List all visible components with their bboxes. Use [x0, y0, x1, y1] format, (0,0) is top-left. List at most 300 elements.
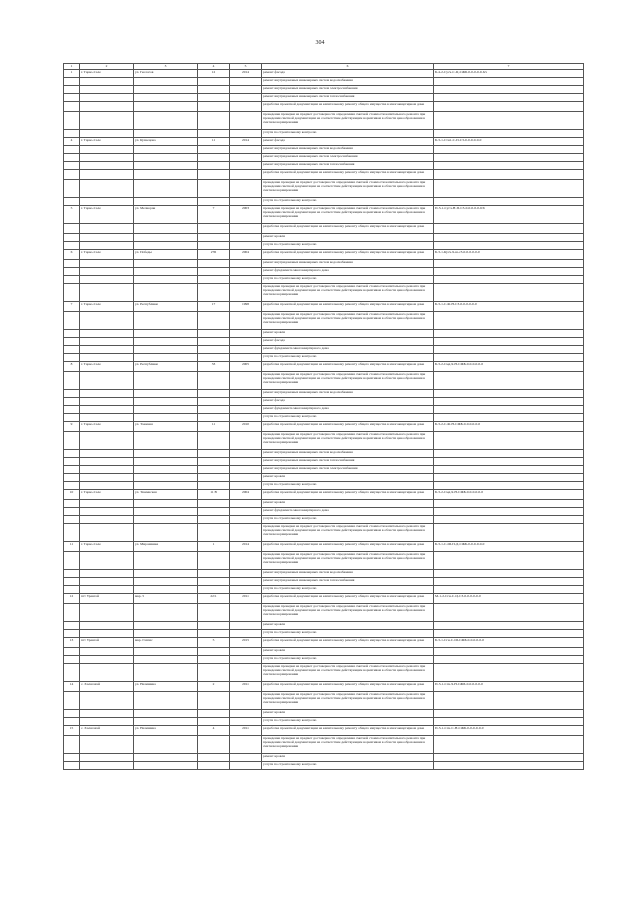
cell-street: [134, 406, 198, 414]
cell-street: [134, 154, 198, 162]
cell-street: [134, 354, 198, 362]
cell-house: [198, 234, 230, 242]
cell-year: [230, 330, 262, 338]
cell-street: [134, 524, 198, 542]
cell-year: [230, 524, 262, 542]
cell-year: [230, 354, 262, 362]
cell-year: 2004: [230, 250, 262, 260]
cell-house: [198, 180, 230, 198]
cell-locality: [80, 242, 134, 250]
cell-house: [198, 130, 230, 138]
cell-work-type: услуги по строительному контролю: [262, 762, 434, 770]
cell-locality: [80, 198, 134, 206]
cell-street: [134, 648, 198, 656]
cell-year: [230, 234, 262, 242]
cell-house: [198, 736, 230, 754]
cell-street: [134, 330, 198, 338]
cell-street: ул. Геологов: [134, 70, 198, 78]
cell-house: [198, 474, 230, 482]
cell-code: [434, 398, 584, 406]
cell-year: 1998: [230, 302, 262, 312]
table-row: [64, 604, 584, 622]
cell-code: [434, 656, 584, 664]
table-row: [64, 466, 584, 474]
cell-number: 9: [64, 422, 80, 432]
cell-locality: [80, 508, 134, 516]
cell-code: [434, 146, 584, 154]
cell-code: П-3-1-Сгн-С-Н-СЖБ-0-0-0-0-0-0: [434, 726, 584, 736]
cell-house: [198, 450, 230, 458]
cell-year: 2015: [230, 638, 262, 648]
cell-number: [64, 234, 80, 242]
cell-year: [230, 474, 262, 482]
cell-work-type: разработка проектной документации на капитальному ремонту общего имущества в многоквартирном доме: [262, 490, 434, 500]
cell-number: [64, 354, 80, 362]
cell-street: [134, 474, 198, 482]
cell-house: 27Б: [198, 250, 230, 260]
cell-number: [64, 648, 80, 656]
cell-number: [64, 102, 80, 112]
cell-year: [230, 198, 262, 206]
cell-house: [198, 276, 230, 284]
cell-locality: г. Тарко-Сале: [80, 138, 134, 146]
cell-work-type: проведение проверки на предмет достоверности определения сметной стоимости капитального ремонта при проведении сметной документации на соответствие действующим нормативам в области ценообразования в сметном нормировании: [262, 284, 434, 302]
table-row: [64, 578, 584, 586]
registry-body: [64, 64, 584, 770]
cell-code: [434, 718, 584, 726]
cell-house: [198, 524, 230, 542]
cell-number: [64, 406, 80, 414]
cell-street: [134, 622, 198, 630]
cell-house: [198, 508, 230, 516]
cell-house: 11 В: [198, 490, 230, 500]
cell-locality: [80, 578, 134, 586]
cell-work-type: ремонт внутридомовых инженерных систем теплоснабжения: [262, 578, 434, 586]
cell-street: [134, 284, 198, 302]
cell-year: [230, 570, 262, 578]
table-row: [64, 594, 584, 604]
cell-number: [64, 432, 80, 450]
cell-house: [198, 622, 230, 630]
cell-work-type: ремонт фасада: [262, 398, 434, 406]
cell-code: [434, 508, 584, 516]
cell-number: 12: [64, 594, 80, 604]
cell-locality: [80, 180, 134, 198]
cell-number: [64, 604, 80, 622]
cell-work-type: разработка проектной документации на капитальному ремонту общего имущества в многоквартирном доме: [262, 638, 434, 648]
cell-code: Б-3-1-С-Ф-Н-С3-0-0-0-0-0-0: [434, 302, 584, 312]
cell-number: [64, 474, 80, 482]
cell-code: [434, 736, 584, 754]
cell-house: [198, 170, 230, 180]
cell-work-type: ремонт внутридомовых инженерных систем теплоснабжения: [262, 458, 434, 466]
cell-code: [434, 482, 584, 490]
cell-code: [434, 372, 584, 390]
cell-work-type: ремонт фундамента многоквартирного дома: [262, 268, 434, 276]
cell-work-type: услуги по строительному контролю: [262, 516, 434, 524]
cell-house: [198, 406, 230, 414]
table-row: [64, 154, 584, 162]
cell-code: [434, 354, 584, 362]
cell-street: [134, 508, 198, 516]
table-row: [64, 622, 584, 630]
cell-year: [230, 630, 262, 638]
cell-house: 2: [198, 682, 230, 692]
cell-year: 2014: [230, 542, 262, 552]
table-row: [64, 552, 584, 570]
cell-street: [134, 710, 198, 718]
cell-street: [134, 260, 198, 268]
table-row: [64, 362, 584, 372]
column-header: 2: [80, 64, 134, 70]
cell-year: [230, 284, 262, 302]
cell-street: ул. Таежная: [134, 422, 198, 432]
table-row: [64, 372, 584, 390]
cell-work-type: разработка проектной документации на капитальному ремонту общего имущества в многоквартирном доме: [262, 682, 434, 692]
cell-work-type: разработка проектной документации на капитальному ремонту общего имущества в многоквартирном доме: [262, 250, 434, 260]
cell-street: [134, 762, 198, 770]
cell-work-type: услуги по строительному контролю: [262, 276, 434, 284]
cell-work-type: разработка проектной документации на капитальному ремонту общего имущества в многоквартирном доме: [262, 102, 434, 112]
cell-street: ул. Республики: [134, 362, 198, 372]
cell-locality: [80, 630, 134, 638]
cell-house: 12: [198, 70, 230, 78]
cell-code: [434, 284, 584, 302]
cell-year: [230, 692, 262, 710]
cell-house: [198, 754, 230, 762]
cell-street: [134, 268, 198, 276]
cell-work-type: проведение проверки на предмет достоверности определения сметной стоимости капитального ремонта при проведении сметной документации на соответствие действующим нормативам в области ценообразования в сметном нормировании: [262, 432, 434, 450]
cell-work-type: ремонт фундамента многоквартирного дома: [262, 508, 434, 516]
cell-house: [198, 710, 230, 718]
cell-number: [64, 570, 80, 578]
table-row: [64, 138, 584, 146]
cell-work-type: ремонт кровли: [262, 474, 434, 482]
cell-street: ул. Мелиораи: [134, 206, 198, 224]
cell-locality: [80, 78, 134, 86]
cell-house: [198, 482, 230, 490]
cell-house: [198, 414, 230, 422]
cell-number: [64, 162, 80, 170]
cell-work-type: разработка проектной документации на капитальному ремонту общего имущества в многоквартирном доме: [262, 362, 434, 372]
cell-year: [230, 112, 262, 130]
cell-street: [134, 146, 198, 154]
cell-house: [198, 762, 230, 770]
cell-street: [134, 198, 198, 206]
cell-locality: [80, 338, 134, 346]
cell-number: [64, 500, 80, 508]
cell-locality: [80, 656, 134, 664]
cell-locality: [80, 762, 134, 770]
cell-work-type: разработка проектной документации на капитальному ремонту общего имущества в многоквартирном доме: [262, 542, 434, 552]
cell-year: [230, 372, 262, 390]
cell-code: [434, 406, 584, 414]
cell-code: [434, 198, 584, 206]
cell-code: [434, 170, 584, 180]
cell-number: [64, 112, 80, 130]
cell-house: [198, 604, 230, 622]
table-row: [64, 338, 584, 346]
cell-year: [230, 648, 262, 656]
cell-street: ул. Нелишина: [134, 682, 198, 692]
cell-house: [198, 578, 230, 586]
cell-street: [134, 516, 198, 524]
cell-code: [434, 162, 584, 170]
cell-house: [198, 330, 230, 338]
cell-year: [230, 578, 262, 586]
cell-number: [64, 86, 80, 94]
cell-year: [230, 260, 262, 268]
cell-work-type: ремонт внутридомовых инженерных систем водоснабжения: [262, 390, 434, 398]
cell-number: 1: [64, 70, 80, 78]
cell-house: [198, 516, 230, 524]
cell-work-type: разработка проектной документации на капитальному ремонту общего имущества в многоквартирном доме: [262, 302, 434, 312]
cell-work-type: ремонт фундамента многоквартирного дома: [262, 346, 434, 354]
table-row: [64, 586, 584, 594]
table-row: [64, 692, 584, 710]
cell-street: [134, 754, 198, 762]
cell-street: мкр. 5: [134, 594, 198, 604]
cell-street: [134, 578, 198, 586]
cell-work-type: разработка проектной документации на капитальному ремонту общего имущества в многоквартирном доме: [262, 594, 434, 604]
cell-number: [64, 586, 80, 594]
table-row: [64, 406, 584, 414]
cell-year: [230, 224, 262, 234]
table-row: [64, 474, 584, 482]
table-row: [64, 710, 584, 718]
table-row: [64, 718, 584, 726]
cell-number: [64, 170, 80, 180]
cell-work-type: услуги по строительному контролю: [262, 656, 434, 664]
cell-code: [434, 224, 584, 234]
cell-year: [230, 338, 262, 346]
cell-locality: [80, 154, 134, 162]
table-row: [64, 250, 584, 260]
cell-locality: [80, 718, 134, 726]
column-header: 7: [434, 64, 584, 70]
table-row: [64, 682, 584, 692]
table-row: [64, 542, 584, 552]
cell-number: 15: [64, 726, 80, 736]
cell-year: 2011: [230, 726, 262, 736]
cell-code: П-3-1-Сгн-9-Н-СЖБ-0-0-0-0-0-0: [434, 682, 584, 692]
table-row: [64, 86, 584, 94]
cell-number: [64, 284, 80, 302]
cell-year: 2003: [230, 206, 262, 224]
cell-work-type: проведение проверки на предмет достоверности определения сметной стоимости капитального ремонта при проведении сметной документации на соответствие действующим нормативам в области ценообразования в сметном нормировании: [262, 112, 434, 130]
cell-number: 13: [64, 638, 80, 648]
cell-street: [134, 736, 198, 754]
cell-house: 33: [198, 362, 230, 372]
cell-year: [230, 718, 262, 726]
table-row: [64, 162, 584, 170]
cell-locality: с. Халясавэй: [80, 726, 134, 736]
cell-locality: [80, 552, 134, 570]
cell-street: [134, 130, 198, 138]
cell-number: [64, 754, 80, 762]
cell-house: 11: [198, 422, 230, 432]
cell-code: [434, 458, 584, 466]
cell-street: [134, 86, 198, 94]
cell-house: 7: [198, 206, 230, 224]
cell-locality: [80, 330, 134, 338]
cell-code: [434, 94, 584, 102]
cell-street: [134, 500, 198, 508]
cell-locality: [80, 234, 134, 242]
cell-locality: г. Тарко-Сале: [80, 542, 134, 552]
cell-street: [134, 180, 198, 198]
cell-locality: [80, 260, 134, 268]
cell-locality: [80, 170, 134, 180]
cell-code: М-1-2-Сгн-С-Ц-С3-0-0-0-0-0-0: [434, 594, 584, 604]
cell-house: [198, 398, 230, 406]
cell-house: [198, 458, 230, 466]
cell-code: [434, 338, 584, 346]
cell-locality: [80, 516, 134, 524]
table-row: [64, 508, 584, 516]
cell-street: [134, 78, 198, 86]
cell-work-type: ремонт кровли: [262, 622, 434, 630]
cell-work-type: проведение проверки на предмет достоверности определения сметной стоимости капитального ремонта при проведении сметной документации на соответствие действующим нормативам в области ценообразования в сметном нормировании: [262, 552, 434, 570]
cell-locality: [80, 458, 134, 466]
table-row: [64, 70, 584, 78]
cell-house: [198, 94, 230, 102]
cell-number: [64, 94, 80, 102]
cell-locality: [80, 94, 134, 102]
cell-number: [64, 180, 80, 198]
cell-work-type: ремонт внутридомовых инженерных систем водоснабжения: [262, 570, 434, 578]
cell-locality: [80, 354, 134, 362]
cell-year: [230, 508, 262, 516]
cell-number: [64, 458, 80, 466]
cell-code: [434, 414, 584, 422]
table-row: [64, 354, 584, 362]
cell-locality: [80, 500, 134, 508]
cell-locality: [80, 130, 134, 138]
cell-locality: [80, 414, 134, 422]
cell-street: [134, 398, 198, 406]
cell-code: Б-3-2-С-Ф-Н-СЖБ-0-0-0-0-0-0: [434, 422, 584, 432]
cell-year: [230, 154, 262, 162]
cell-street: [134, 102, 198, 112]
cell-number: [64, 268, 80, 276]
cell-street: ул. Тюменская: [134, 490, 198, 500]
table-row: [64, 94, 584, 102]
cell-work-type: ремонт внутридомовых инженерных систем водоснабжения: [262, 146, 434, 154]
cell-street: ул. Мирошника: [134, 542, 198, 552]
cell-number: 7: [64, 302, 80, 312]
cell-code: Б-3-1-Стн1-С-П-С3-0-0-0-0-0-0: [434, 138, 584, 146]
cell-work-type: проведение проверки на предмет достоверности определения сметной стоимости капитального ремонта при проведении сметной документации на соответствие действующим нормативам в области ценообразования в сметном нормировании: [262, 736, 434, 754]
table-row: [64, 260, 584, 268]
cell-number: [64, 718, 80, 726]
cell-work-type: ремонт внутридомовых инженерных систем электроснабжения: [262, 86, 434, 94]
cell-street: ул. Республики: [134, 302, 198, 312]
table-row: [64, 242, 584, 250]
cell-street: мкр. Газпис: [134, 638, 198, 648]
cell-work-type: ремонт кровли: [262, 754, 434, 762]
cell-locality: [80, 312, 134, 330]
cell-number: 4: [64, 138, 80, 146]
cell-work-type: проведение проверки на предмет достоверности определения сметной стоимости капитального ремонта при проведении сметной документации на соответствие действующим нормативам в области ценообразования в сметном нормировании: [262, 664, 434, 682]
cell-year: [230, 180, 262, 198]
cell-code: [434, 268, 584, 276]
cell-locality: [80, 604, 134, 622]
table-row: [64, 736, 584, 754]
cell-code: [434, 390, 584, 398]
table-row: [64, 346, 584, 354]
table-row: [64, 638, 584, 648]
cell-code: [434, 450, 584, 458]
table-row: [64, 146, 584, 154]
cell-code: Б-3-1-Сгн-С-Ш-СЖБ-0-0-0-0-0-0: [434, 638, 584, 648]
cell-year: 2005: [230, 362, 262, 372]
cell-code: [434, 102, 584, 112]
cell-work-type: услуги по строительному контролю: [262, 414, 434, 422]
cell-code: [434, 524, 584, 542]
cell-year: [230, 78, 262, 86]
table-row: [64, 102, 584, 112]
table-row: [64, 206, 584, 224]
table-row: [64, 268, 584, 276]
table-row: [64, 180, 584, 198]
cell-work-type: ремонт внутридомовых инженерных систем водоснабжения: [262, 260, 434, 268]
table-row: [64, 458, 584, 466]
cell-locality: [80, 372, 134, 390]
cell-number: [64, 508, 80, 516]
cell-code: [434, 552, 584, 570]
cell-locality: г. Тарко-Сале: [80, 302, 134, 312]
table-row: [64, 516, 584, 524]
cell-work-type: услуги по строительному контролю: [262, 630, 434, 638]
cell-code: [434, 630, 584, 638]
cell-year: [230, 242, 262, 250]
cell-code: [434, 180, 584, 198]
cell-code: [434, 432, 584, 450]
cell-number: [64, 414, 80, 422]
cell-locality: [80, 406, 134, 414]
cell-year: [230, 736, 262, 754]
table-row: [64, 450, 584, 458]
table-row: [64, 570, 584, 578]
table-row: [64, 170, 584, 180]
table-row: [64, 762, 584, 770]
cell-number: [64, 242, 80, 250]
table-row: [64, 726, 584, 736]
cell-work-type: проведение проверки на предмет достоверности определения сметной стоимости капитального ремонта при проведении сметной документации на соответствие действующим нормативам в области ценообразования в сметном нормировании: [262, 206, 434, 224]
cell-number: [64, 710, 80, 718]
table-row: [64, 130, 584, 138]
cell-code: Б-3-1-С-Ш-П-Д-СЖБ-0-0-0-0-0-0: [434, 542, 584, 552]
table-row: [64, 302, 584, 312]
table-row: [64, 630, 584, 638]
cell-code: [434, 692, 584, 710]
cell-number: [64, 692, 80, 710]
cell-street: [134, 242, 198, 250]
cell-code: [434, 754, 584, 762]
cell-street: [134, 390, 198, 398]
cell-code: [434, 604, 584, 622]
cell-year: 2014: [230, 70, 262, 78]
cell-code: Б-3-2-Смд-9-Н-СЖБ-0-0-0-0-0-0: [434, 490, 584, 500]
cell-locality: [80, 466, 134, 474]
cell-street: [134, 718, 198, 726]
cell-locality: [80, 736, 134, 754]
cell-code: [434, 312, 584, 330]
cell-street: [134, 656, 198, 664]
cell-house: [198, 552, 230, 570]
cell-year: 2011: [230, 682, 262, 692]
